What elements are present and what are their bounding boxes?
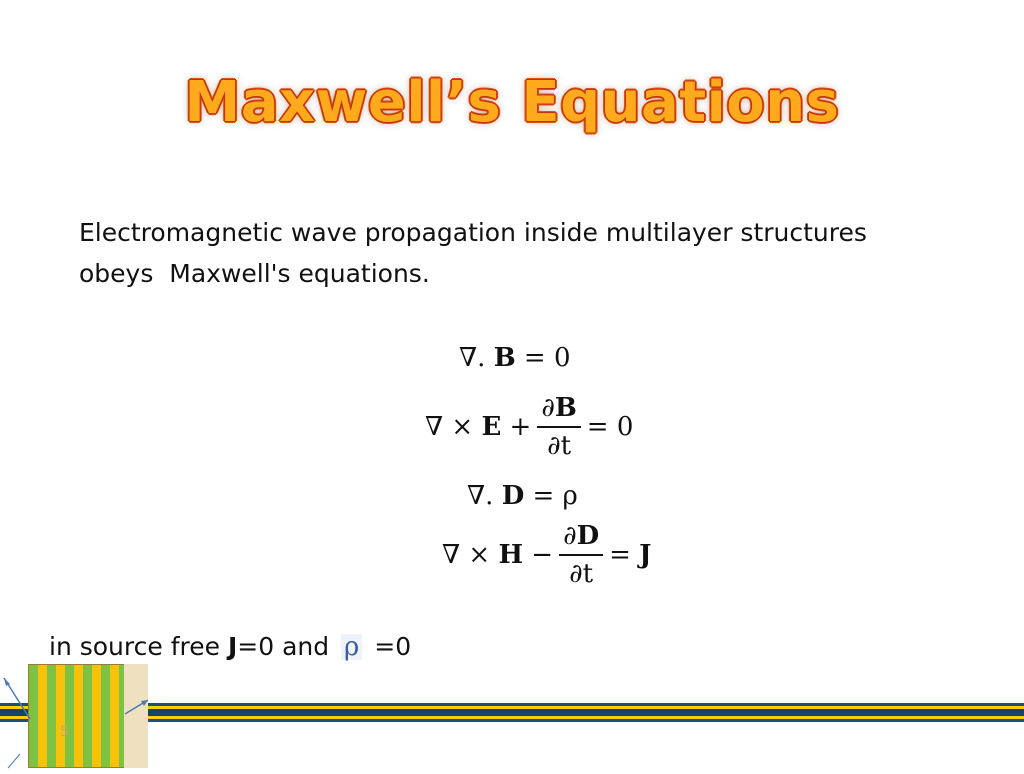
equation-gauss-electric	[467, 481, 578, 511]
eq3-field: D	[501, 481, 525, 511]
eq2-numerator	[537, 393, 580, 428]
eq2-field: E	[481, 412, 502, 442]
eq4-op: −	[523, 540, 554, 570]
source-free-condition	[49, 632, 411, 661]
eq4-rhs-field: J	[639, 540, 652, 570]
source-j: J	[227, 632, 238, 661]
ray-arrows-graphic	[0, 664, 160, 774]
eq1-lhs: ∇.	[459, 343, 494, 373]
eq2-num-field: B	[554, 393, 577, 423]
eq2-denominator: ∂t	[547, 431, 572, 461]
eq4-field: H	[498, 540, 524, 570]
source-prefix: in source free	[49, 632, 228, 661]
source-mid: =0 and	[237, 632, 338, 661]
intro-line-2: obeys Maxwell's equations.	[79, 259, 430, 288]
eq2-rhs: = 0	[586, 412, 634, 442]
eq4-numerator	[559, 521, 603, 556]
eq4-rhs: =	[609, 540, 640, 570]
eq2-op: +	[501, 412, 532, 442]
equation-faraday	[425, 393, 633, 461]
axis-marker-line	[8, 754, 20, 768]
eq4-lhs: ∇ ×	[442, 540, 499, 570]
eq4-num-partial: ∂	[563, 521, 577, 551]
page-number: 5	[60, 724, 69, 740]
eq4-num-field: D	[576, 521, 600, 551]
eq4-fraction	[559, 521, 603, 589]
eq1-rhs: = 0	[515, 343, 571, 373]
eq3-lhs: ∇.	[467, 481, 502, 511]
source-suffix: =0	[366, 632, 412, 661]
rho-symbol-image: ρ	[341, 634, 362, 660]
slide-title: Maxwell’s Equations	[184, 70, 840, 135]
eq3-rhs: = ρ	[524, 481, 578, 511]
equation-gauss-magnetism	[459, 343, 571, 373]
eq2-lhs: ∇ ×	[425, 412, 482, 442]
eq2-fraction	[537, 393, 580, 461]
equation-ampere	[442, 521, 651, 589]
eq1-field: B	[493, 343, 516, 373]
eq2-num-partial: ∂	[541, 393, 555, 423]
intro-line-1: Electromagnetic wave propagation inside multilayer structures	[79, 218, 867, 247]
eq4-denominator: ∂t	[569, 559, 594, 589]
